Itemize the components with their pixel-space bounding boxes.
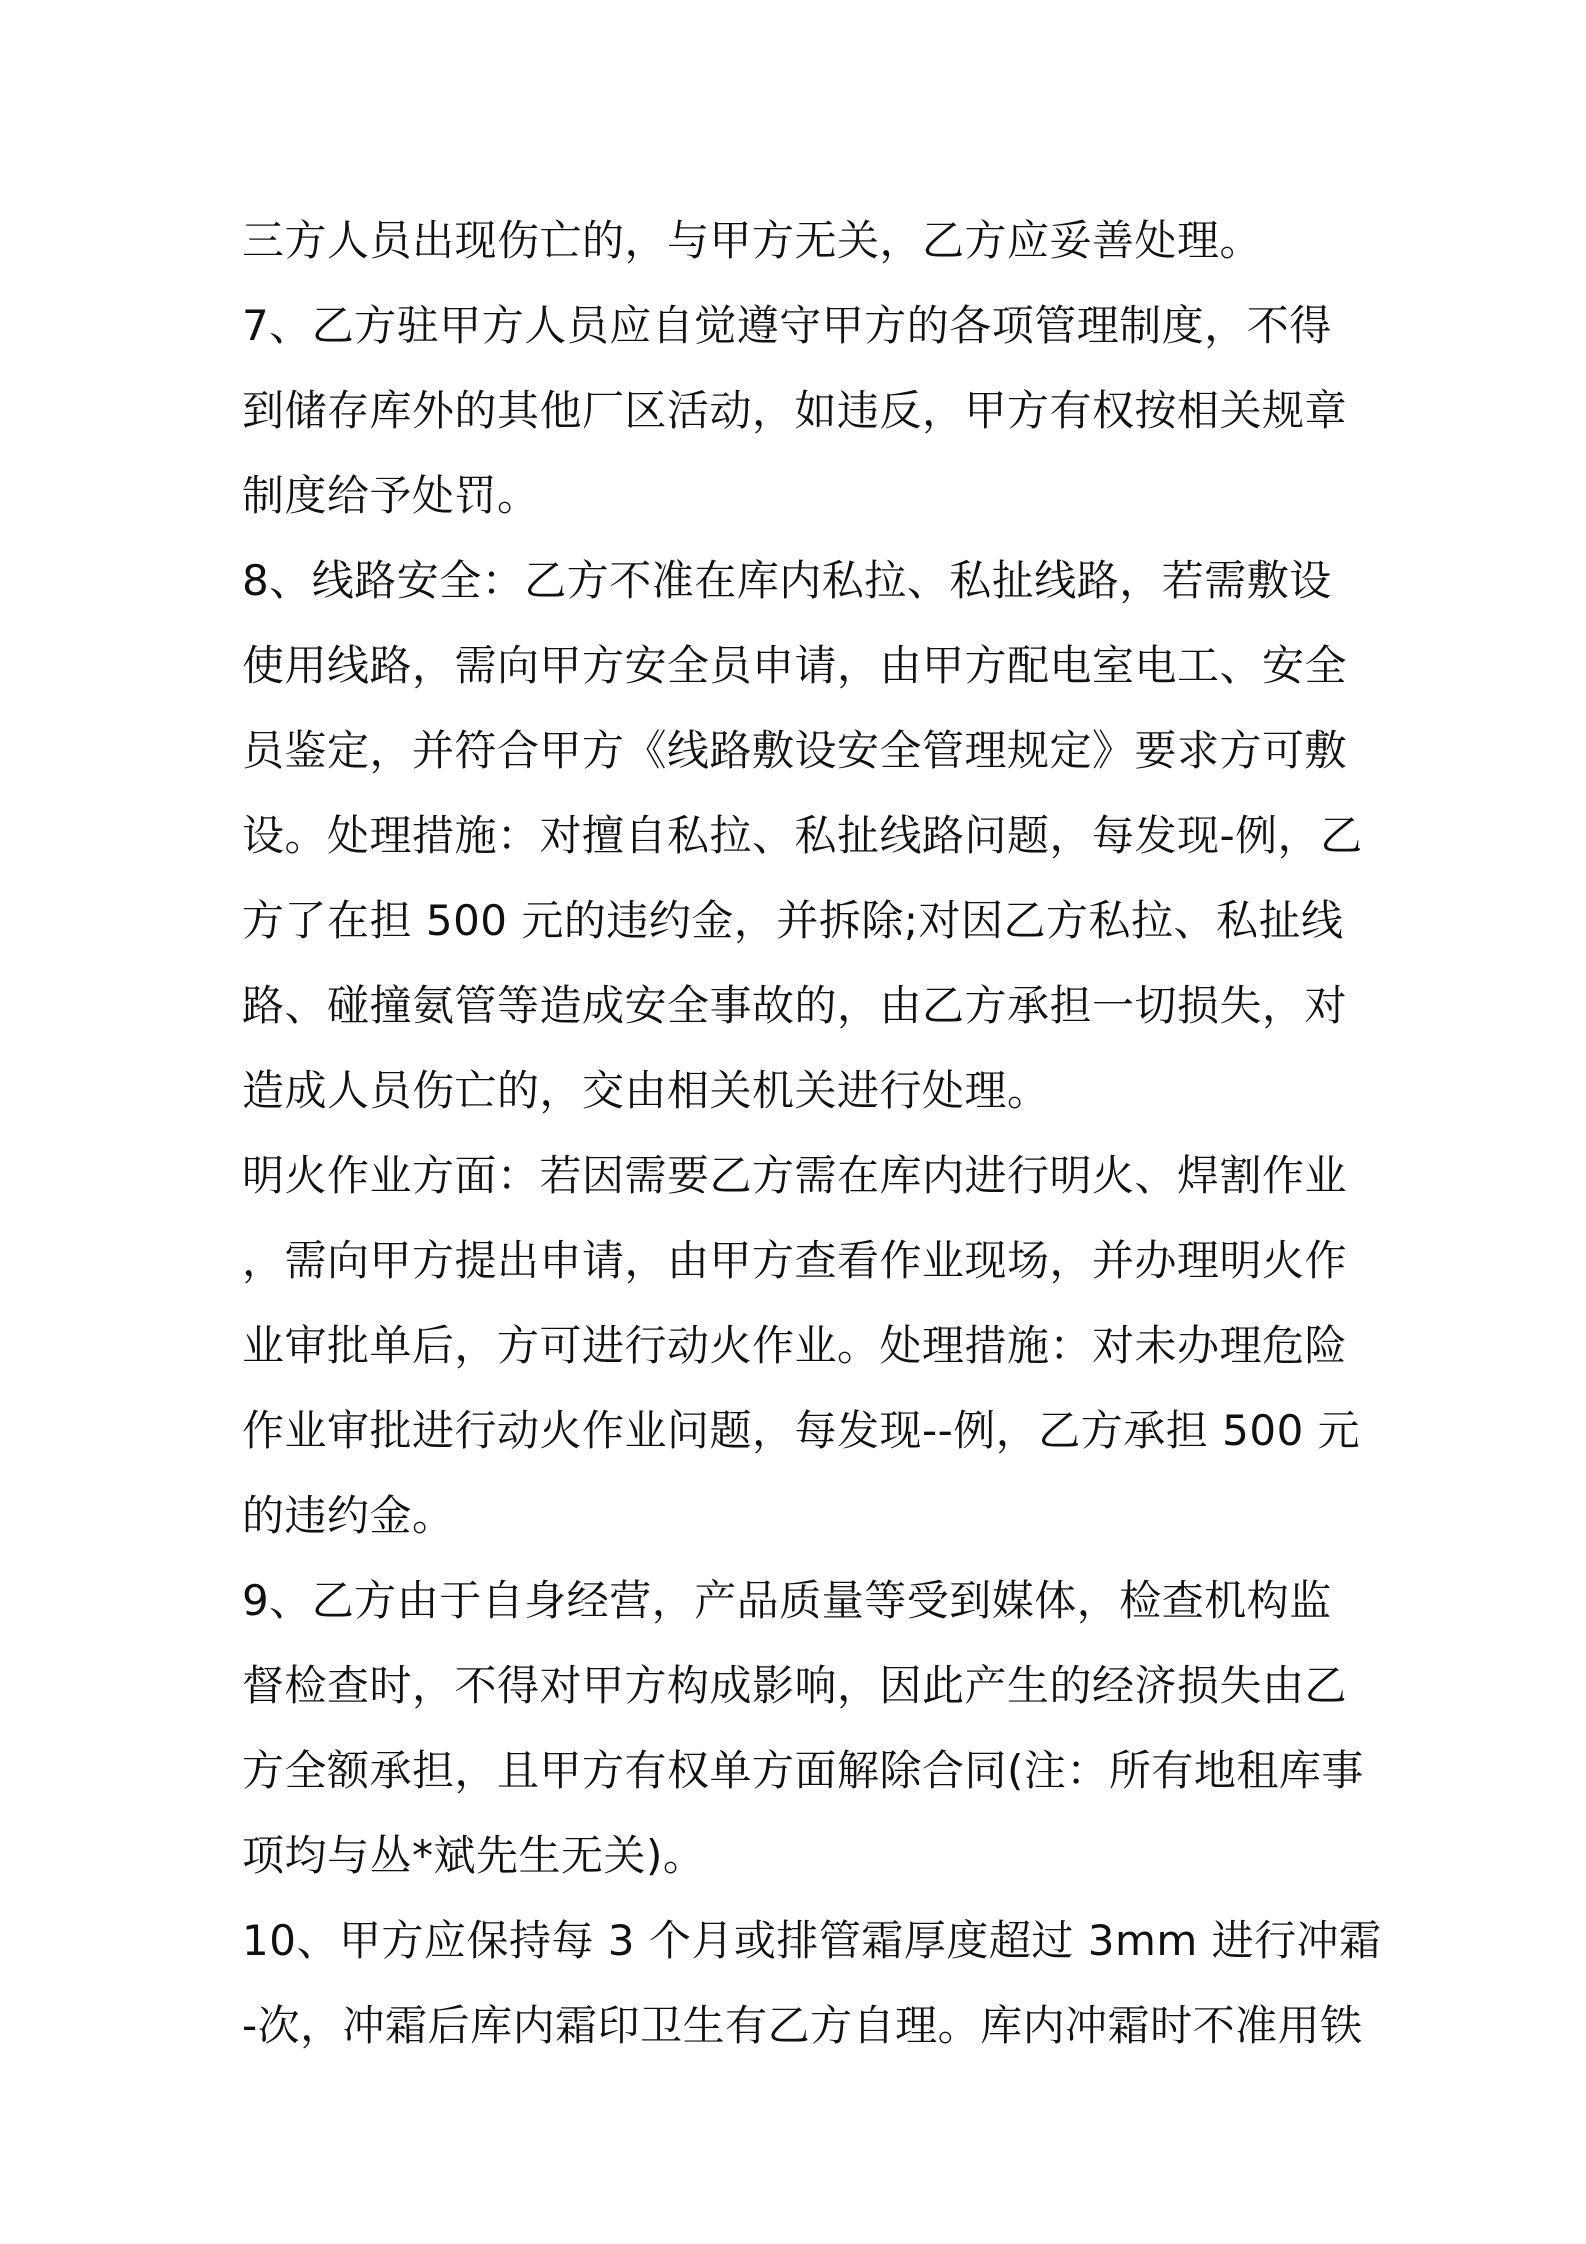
clause-7-line-2: 到储存库外的其他厂区活动，如违反，甲方有权按相关规章: [242, 386, 1348, 435]
clause-9-line-2: 督检查时，不得对甲方构成影响，因此产生的经济损失由乙: [242, 1661, 1348, 1710]
clause-8-line-7: 造成人员伤亡的，交由相关机关进行处理。: [242, 1066, 1050, 1115]
clause-8-line-3: 员鉴定，并符合甲方《线路敷设安全管理规定》要求方可敷: [242, 726, 1348, 775]
open-fire-line-5: 的违约金。: [242, 1491, 455, 1540]
clause-8-line-1: 8、线路安全：乙方不准在库内私拉、私扯线路，若需敷设: [242, 556, 1332, 605]
clause-8-line-5: 方了在担 500 元的违约金，并拆除;对因乙方私拉、私扯线: [242, 896, 1344, 945]
document-page: [242, 198, 1382, 2068]
clause-7-line-3: 制度给予处罚。: [242, 471, 540, 520]
open-fire-line-3: 业审批单后，方可进行动火作业。处理措施：对未办理危险: [242, 1321, 1348, 1370]
clause-9-line-4: 项均与丛*斌先生无关)。: [242, 1831, 706, 1880]
clause-9-line-1: 9、乙方由于自身经营，产品质量等受到媒体，检查机构监: [242, 1576, 1332, 1625]
clause-8-line-2: 使用线路，需向甲方安全员申请，由甲方配电室电工、安全: [242, 641, 1348, 690]
open-fire-line-1: 明火作业方面：若因需要乙方需在库内进行明火、焊割作业: [242, 1151, 1348, 1200]
open-fire-line-4: 作业审批进行动火作业问题，每发现--例，乙方承担 500 元: [242, 1406, 1361, 1455]
open-fire-line-2: ，需向甲方提出申请，由甲方查看作业现场，并办理明火作: [242, 1236, 1348, 1285]
clause-8-line-6: 路、碰撞氨管等造成安全事故的，由乙方承担一切损失，对: [242, 981, 1348, 1030]
clause-10-line-1: 10、甲方应保持每 3 个月或排管霜厚度超过 3mm 进行冲霜: [242, 1916, 1382, 1965]
clause-9-line-3: 方全额承担，且甲方有权单方面解除合同(注：所有地租库事: [242, 1746, 1364, 1795]
clause-7-line-1: 7、乙方驻甲方人员应自觉遵守甲方的各项管理制度，不得: [242, 301, 1332, 350]
clause-10-line-2: -次，冲霜后库内霜印卫生有乙方自理。库内冲霜时不准用铁: [242, 2001, 1363, 2050]
clause-8-line-4: 设。处理措施：对擅自私拉、私扯线路问题，每发现-例，乙: [242, 811, 1363, 860]
text-line-1: 三方人员出现伤亡的，与甲方无关，乙方应妥善处理。: [242, 216, 1263, 265]
